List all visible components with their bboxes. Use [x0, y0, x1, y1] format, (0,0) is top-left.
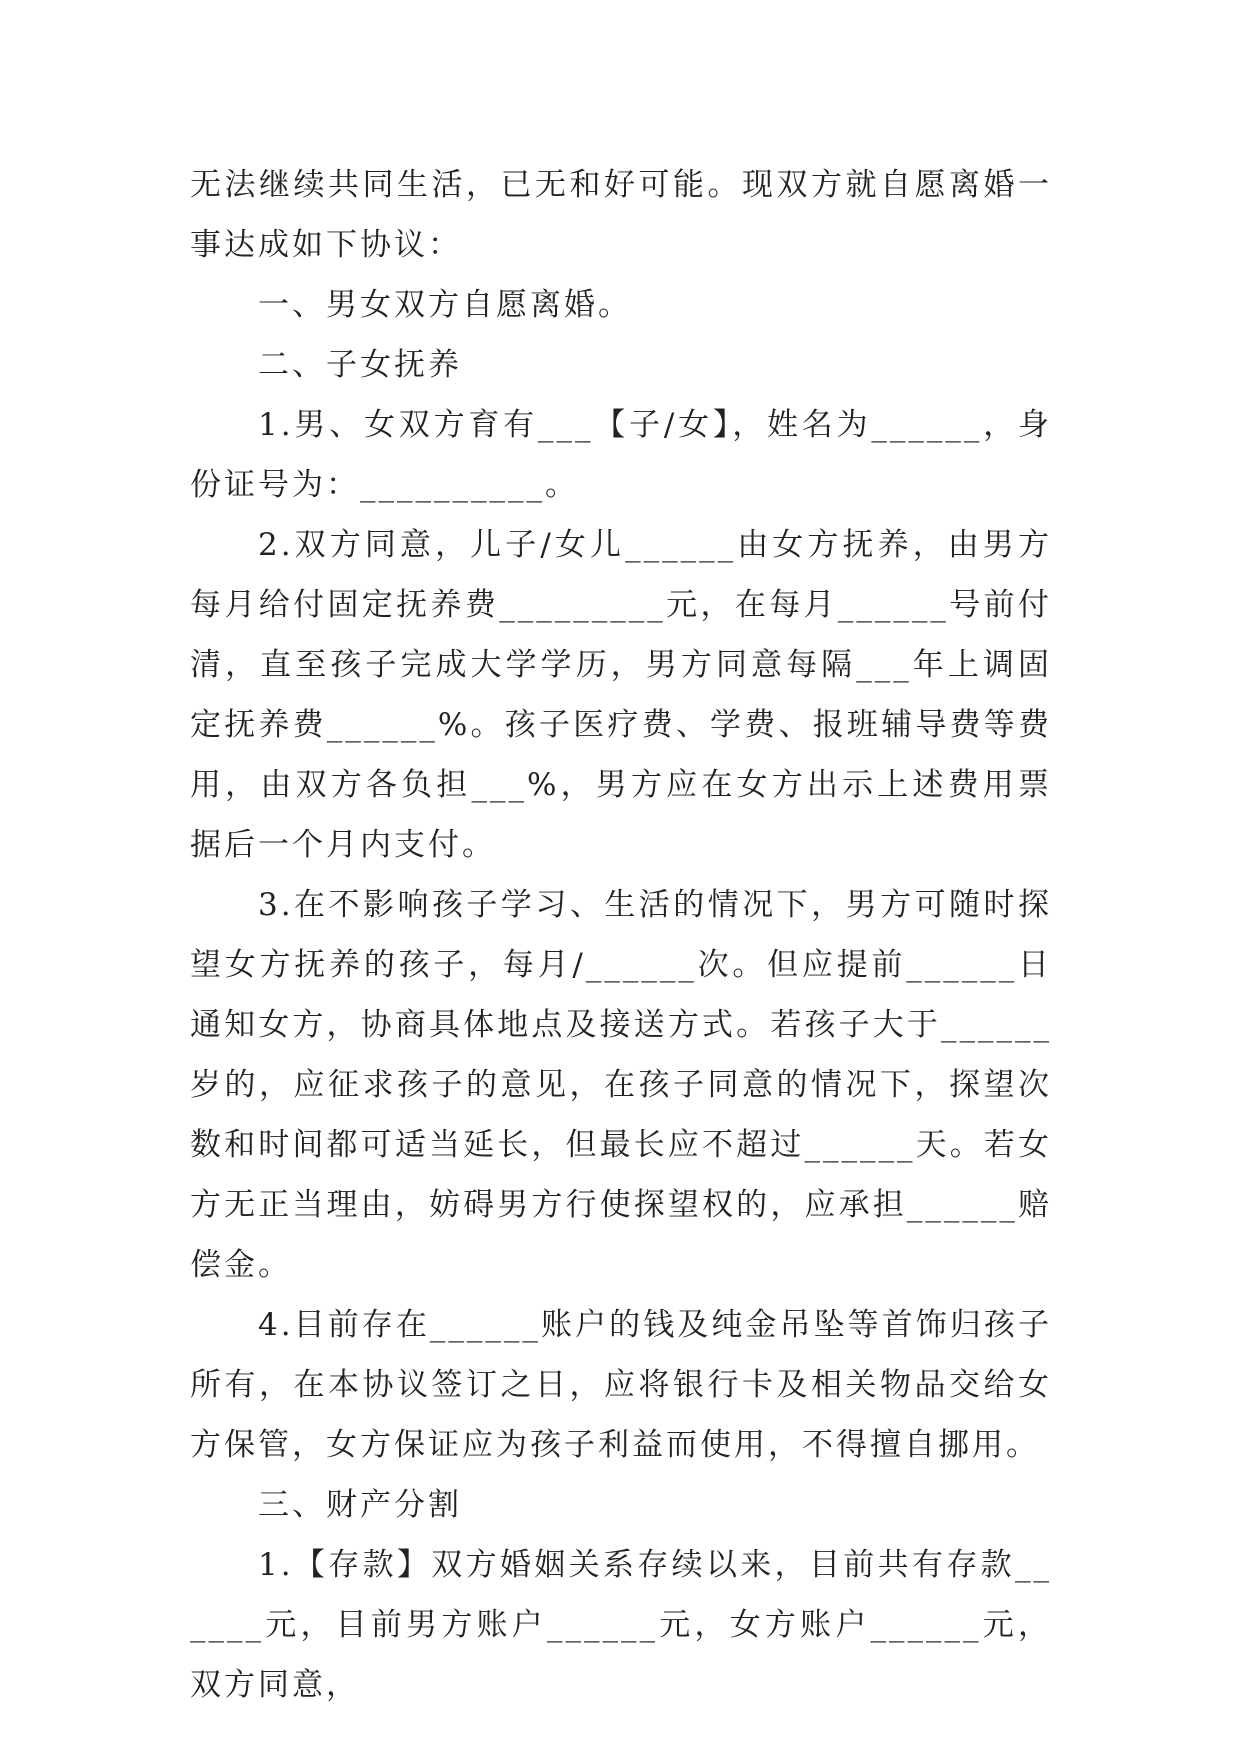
clause-2-1-children: 1.男、女双方育有___【子/女】，姓名为______，身份证号为：__________。: [190, 407, 1052, 503]
section-2-heading-child-custody: 二、子女抚养: [258, 347, 462, 383]
clause-1-voluntary-divorce: 一、男女双方自愿离婚。: [258, 287, 632, 323]
clause-2-3-visitation: 3.在不影响孩子学习、生活的情况下，男方可随时探望女方抚养的孩子，每月/______次。但应提前______日通知女方，协商具体地点及接送方式。若孩子大于______岁的，应征求孩子的意见，在孩子同意的情况下，探望次数和时间都可适当延长，但最长应不超过______天。若女方无正当理由，妨碍男方行使探望权的，应承担______赔偿金。: [190, 887, 1052, 1283]
clause-3-1-savings: 1.【存款】双方婚姻关系存续以来，目前共有存款______元，目前男方账户______元，女方账户______元，双方同意，: [190, 1547, 1052, 1703]
paragraph-preamble-continuation: 无法继续共同生活，已无和好可能。现双方就自愿离婚一事达成如下协议：: [190, 167, 1052, 263]
section-3-heading-property-division: 三、财产分割: [258, 1487, 462, 1523]
clause-2-2-child-support: 2.双方同意，儿子/女儿______由女方抚养，由男方每月给付固定抚养费_________元，在每月______号前付清，直至孩子完成大学学历，男方同意每隔___年上调固定抚养费______%。孩子医疗费、学费、报班辅导费等费用，由双方各负担___%，男方应在女方出示上述费用票据后一个月内支付。: [190, 527, 1052, 863]
agreement-body: [190, 155, 1052, 1715]
clause-2-4-child-property: 4.目前存在______账户的钱及纯金吊坠等首饰归孩子所有，在本协议签订之日，应将银行卡及相关物品交给女方保管，女方保证应为孩子利益而使用，不得擅自挪用。: [190, 1307, 1052, 1463]
